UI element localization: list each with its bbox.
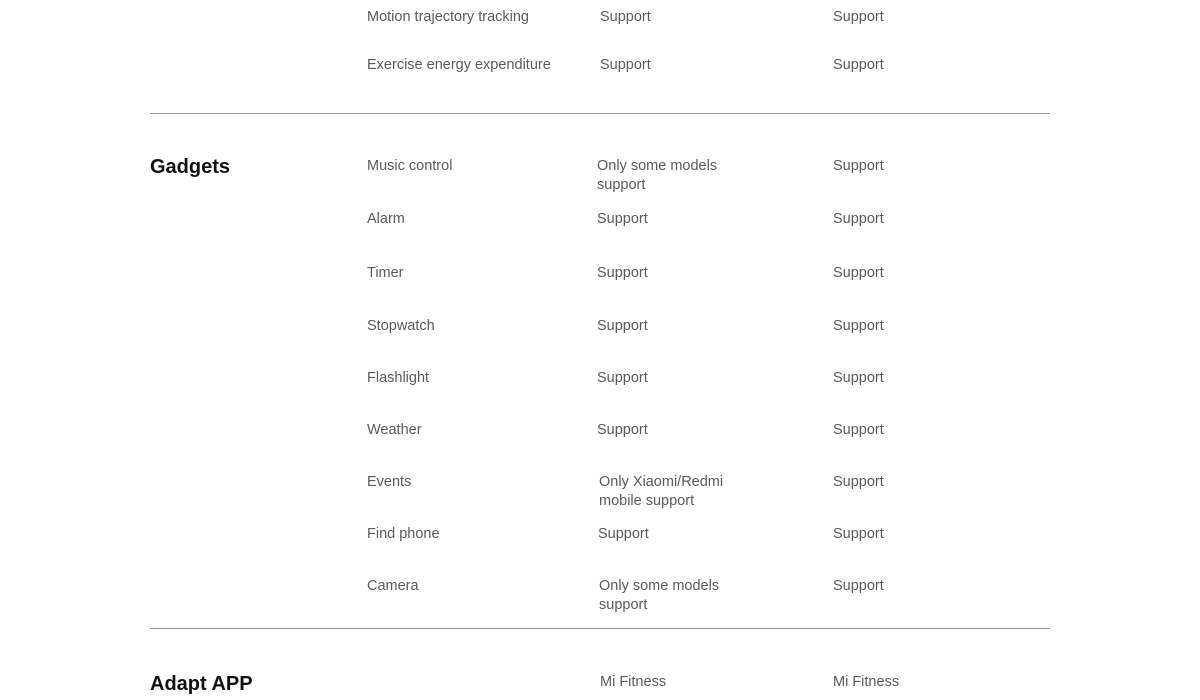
model-b-value: Support [833,265,884,281]
model-a-value: Support [600,57,651,73]
feature-label: Motion trajectory tracking [367,9,529,25]
model-b-value: Support [833,474,884,490]
model-b-value: Support [833,578,884,594]
model-b-value: Support [833,318,884,334]
model-a-value: Support [597,265,648,281]
section-title-adapt-app: Adapt APP [150,673,253,695]
model-b-value: Support [833,211,884,227]
feature-label: Camera [367,578,419,594]
feature-label: Alarm [367,211,405,227]
feature-label: Find phone [367,526,440,542]
model-a-value: Only some models support [599,578,720,613]
model-b-value: Support [833,9,884,25]
section-divider [150,628,1050,629]
model-b-value: Support [833,422,884,438]
model-a-value: Mi Fitness [600,674,667,690]
model-a-value: Support [598,526,649,542]
feature-label: Stopwatch [367,318,435,334]
model-a-value: Only Xiaomi/Redmi mobile support [599,474,724,509]
feature-label: Events [367,474,412,490]
feature-label: Timer [367,265,404,281]
model-a-value: Support [597,422,648,438]
feature-label: Weather [367,422,422,438]
model-b-value: Support [833,57,884,73]
model-a-value: Only some models support [597,158,718,193]
model-b-value: Mi Fitness [833,674,900,690]
model-a-value: Support [597,370,648,386]
model-b-value: Support [833,526,884,542]
model-a-value: Support [600,9,651,25]
model-b-value: Support [833,158,884,174]
feature-label: Exercise energy expenditure [367,57,551,73]
model-a-value: Support [597,318,648,334]
model-b-value: Support [833,370,884,386]
feature-label: Flashlight [367,370,430,386]
section-divider [150,113,1050,114]
section-title-gadgets: Gadgets [150,156,231,178]
feature-label: Music control [367,158,453,174]
model-a-value: Support [597,211,648,227]
